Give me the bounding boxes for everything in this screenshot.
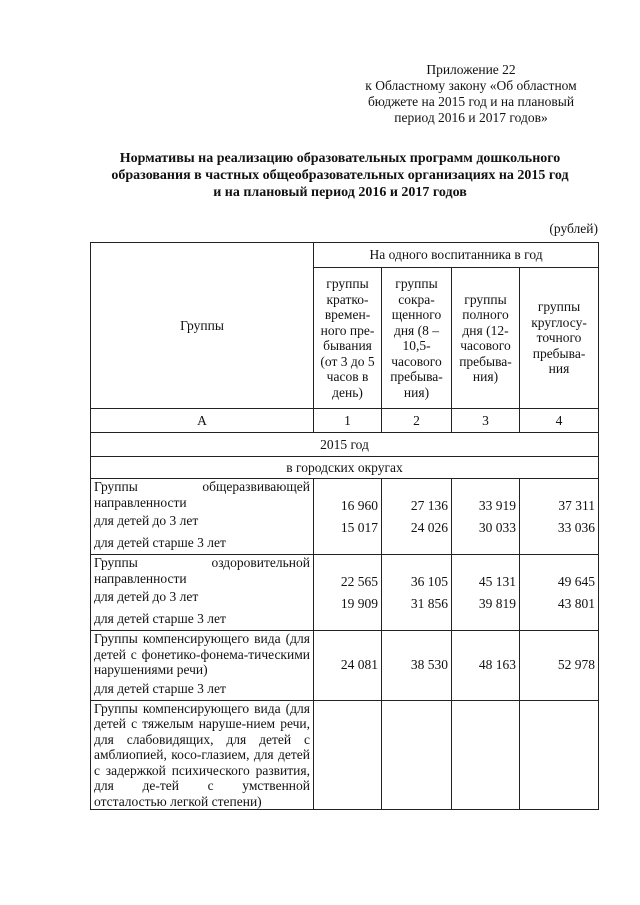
appendix-law-line-2: бюджете на 2015 год и на плановый [367, 94, 575, 109]
value-cell: 38 530 [410, 657, 448, 673]
value-column [382, 700, 452, 810]
per-pupil-header: На одного воспитанника в год [314, 243, 599, 268]
index-row [91, 409, 599, 433]
row-label: для детей старше 3 лет [94, 611, 226, 626]
value-cell: 48 163 [478, 657, 516, 673]
year-label: 2015 год [91, 433, 599, 457]
column-header-short-stay: группы кратко-времен-ного пре-бывания (от 3 до 5 часов в день) [314, 268, 382, 409]
value-cell: 43 801 [557, 595, 596, 611]
value-column [520, 555, 599, 631]
value-cell: 36 105 [410, 573, 448, 589]
value-cell: 27 136 [410, 497, 448, 513]
row-label: для детей старше 3 лет [94, 535, 226, 550]
value-column [452, 700, 520, 810]
index-cell: 3 [452, 409, 520, 433]
row-label: для детей старше 3 лет [94, 680, 226, 696]
section-title: Группы компенсирующего вида (для детей с тяжелым наруше-нием речи, для слабовидящих, для детей с амблиопией, косо-глазием, для детей с задержкой психического развития, для де-тей с умственной отсталостью легкой степени) [94, 700, 310, 809]
value-cell: 15 017 [340, 519, 378, 535]
value-cell: 22 565 [340, 573, 378, 589]
section-labels [91, 631, 314, 701]
value-column [382, 555, 452, 631]
value-column [314, 631, 382, 701]
title-line-2: образования в частных общеобразовательных организациях на 2015 год [111, 168, 569, 183]
table-section [91, 555, 599, 631]
section-title: Группы оздоровительной направленности [94, 555, 310, 586]
index-cell: 2 [382, 409, 452, 433]
norms-table [90, 242, 599, 810]
value-column [314, 479, 382, 555]
value-cell: 33 919 [478, 497, 516, 513]
table-section [91, 631, 599, 701]
section-title: Группы компенсирующего вида (для детей с фонетико-фонема-тическими нарушениями речи) [94, 631, 310, 677]
groups-header: Группы [91, 243, 314, 409]
district-label: в городских округах [91, 457, 599, 479]
column-header-round-the-clock: группы круглосу-точного пребыва-ния [520, 268, 599, 409]
appendix-heading [340, 62, 602, 126]
value-column [452, 479, 520, 555]
column-header-full-day: группы полного дня (12-часового пребыва-ния) [452, 268, 520, 409]
value-cell: 31 856 [410, 595, 448, 611]
value-cell: 19 909 [340, 595, 378, 611]
section-labels [91, 700, 314, 810]
value-cell: 45 131 [478, 573, 516, 589]
value-cell: 16 960 [340, 497, 378, 513]
appendix-number: Приложение 22 [426, 62, 516, 77]
section-labels [91, 555, 314, 631]
appendix-law-line-1: к Областному закону «Об областном [365, 78, 577, 93]
value-column [452, 555, 520, 631]
document-title [80, 150, 600, 201]
section-labels [91, 479, 314, 555]
value-cell: 24 081 [340, 657, 378, 673]
value-cell: 37 311 [558, 497, 596, 513]
index-cell: 1 [314, 409, 382, 433]
appendix-law-line-3: период 2016 и 2017 годов» [394, 110, 548, 125]
currency-unit: (рублей) [549, 221, 598, 236]
value-cell: 39 819 [478, 595, 516, 611]
row-label: для детей до 3 лет [94, 513, 199, 528]
value-column [314, 555, 382, 631]
value-cell: 24 026 [410, 519, 448, 535]
title-line-1: Нормативы на реализацию образовательных программ дошкольного [119, 151, 561, 166]
district-row [91, 457, 599, 479]
value-cell: 33 036 [557, 519, 596, 535]
row-label: для детей до 3 лет [94, 589, 199, 604]
table-section [91, 479, 599, 555]
section-title: Группы общеразвивающей направленности [94, 479, 310, 510]
title-line-3: и на плановый период 2016 и 2017 годов [213, 185, 467, 200]
value-cell: 52 978 [557, 657, 596, 673]
value-cell: 49 645 [557, 573, 596, 589]
index-cell: А [91, 409, 314, 433]
value-column [520, 700, 599, 810]
value-column [382, 479, 452, 555]
column-header-reduced-day: группы сокра-щенного дня (8 – 10,5-часового пребыва-ния) [382, 268, 452, 409]
value-column [314, 700, 382, 810]
header-row-top [91, 243, 599, 268]
value-column [382, 631, 452, 701]
value-column [520, 631, 599, 701]
table-section [91, 700, 599, 810]
value-column [520, 479, 599, 555]
value-cell: 30 033 [478, 519, 516, 535]
value-column [452, 631, 520, 701]
index-cell: 4 [520, 409, 599, 433]
year-row [91, 433, 599, 457]
